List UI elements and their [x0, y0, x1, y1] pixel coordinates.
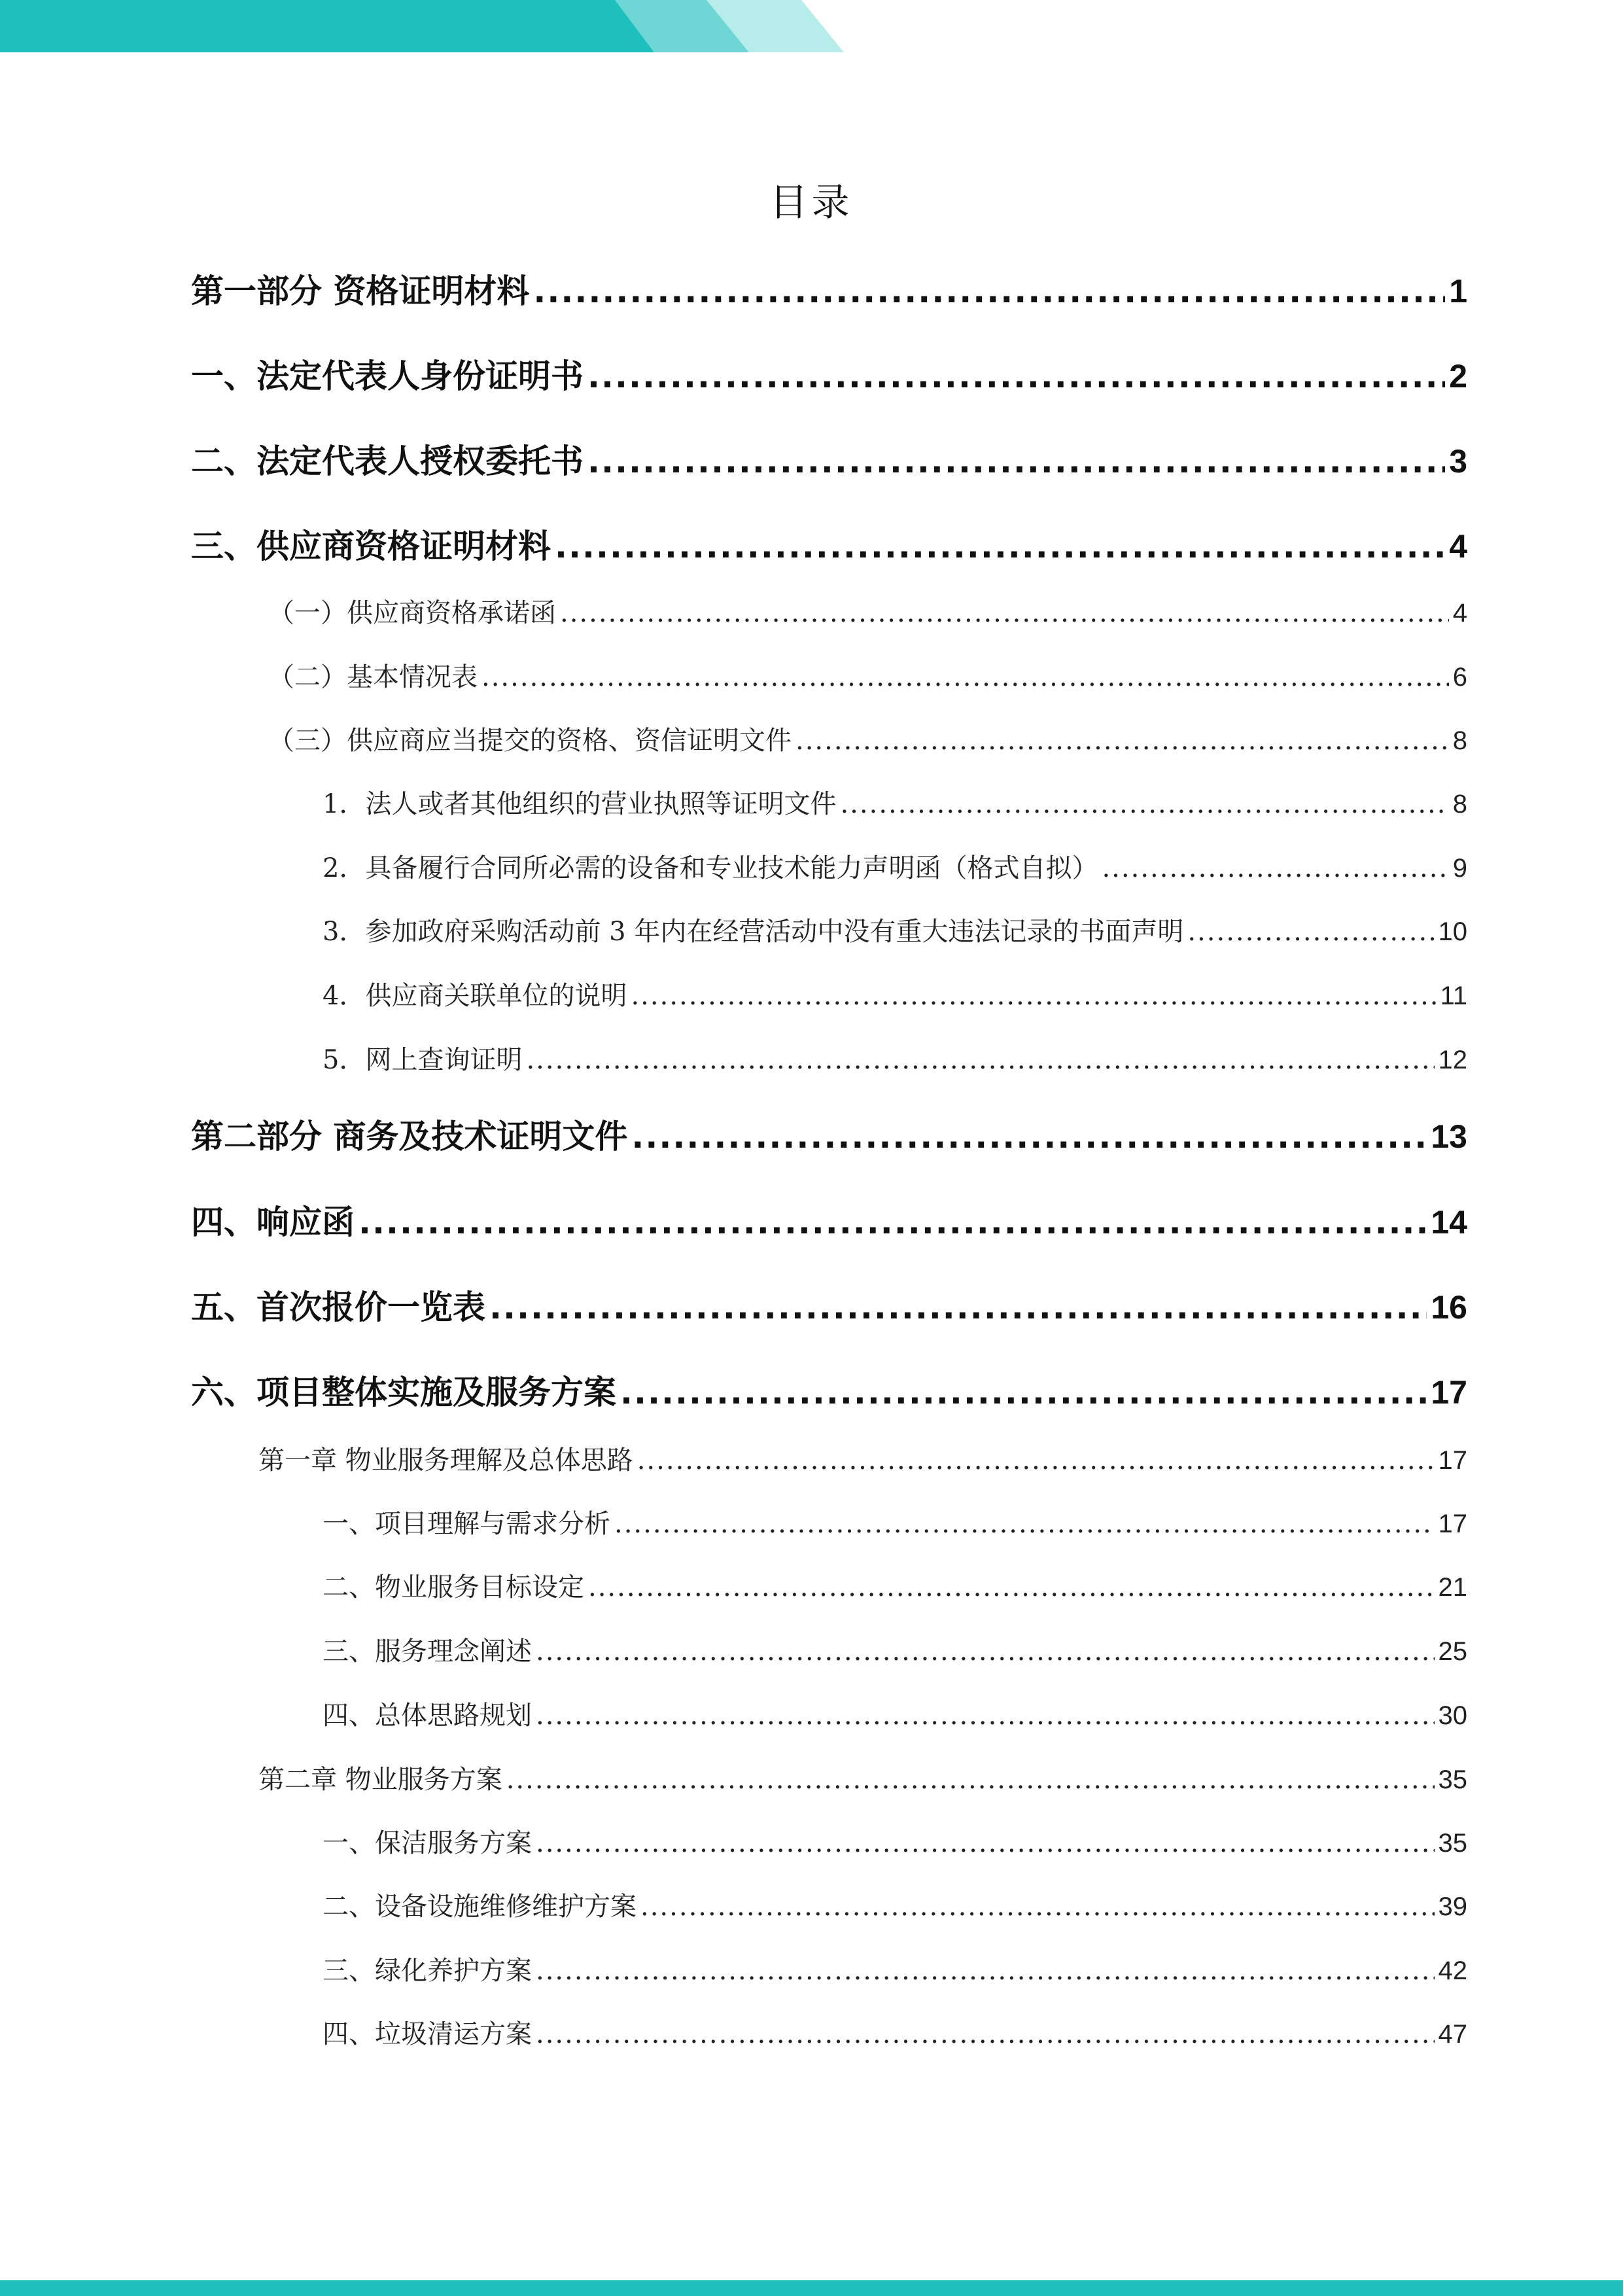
toc-entry[interactable]: [323, 1039, 1467, 1076]
toc-dot-leader: [526, 1045, 1434, 1075]
toc-entry-label: 一、项目理解与需求分析: [323, 1509, 610, 1539]
toc-entry-page-number: 11: [1440, 981, 1467, 1010]
toc-entry[interactable]: [191, 265, 1467, 312]
toc-dot-leader: [587, 357, 1445, 395]
toc-entry[interactable]: [323, 1695, 1467, 1732]
toc-dot-leader: [536, 2019, 1435, 2049]
toc-entry[interactable]: [323, 1631, 1467, 1668]
toc-entry-label: 第一部分 资格证明材料: [191, 272, 530, 310]
toc-entry[interactable]: [258, 1759, 1467, 1796]
toc-entry[interactable]: [191, 1281, 1467, 1328]
toc-entry-label: 3．参加政府采购活动前 3 年内在经营活动中没有重大违法记录的书面声明: [323, 917, 1184, 947]
toc-entry-page-number: 35: [1438, 1829, 1467, 1858]
toc-dot-leader: [560, 598, 1449, 628]
toc-entry-page-number: 8: [1452, 726, 1467, 755]
toc-entry-page-number: 16: [1431, 1289, 1467, 1326]
toc-entry-page-number: 17: [1438, 1510, 1467, 1538]
toc-entry-label: 一、法定代表人身份证明书: [191, 357, 584, 395]
toc-entry-label: 四、响应函: [191, 1203, 355, 1241]
toc-dot-leader: [489, 1288, 1427, 1326]
toc-entry-label: 第二章 物业服务方案: [258, 1765, 502, 1795]
toc-entry[interactable]: [323, 975, 1467, 1012]
toc-entry-page-number: 14: [1431, 1204, 1467, 1241]
toc-entry[interactable]: [323, 2013, 1467, 2051]
toc-entry-page-number: 30: [1438, 1701, 1467, 1730]
toc-entry-label: 六、项目整体实施及服务方案: [191, 1373, 616, 1411]
toc-entry[interactable]: [191, 1110, 1467, 1157]
toc-dot-leader: [1187, 917, 1434, 947]
toc-entry[interactable]: [323, 1886, 1467, 1923]
toc-entry-label: 三、绿化养护方案: [323, 1956, 532, 1986]
toc-entry-label: 三、供应商资格证明材料: [191, 527, 551, 565]
toc-entry[interactable]: [268, 656, 1467, 694]
toc-entry-label: 第一章 物业服务理解及总体思路: [258, 1445, 633, 1475]
toc-entry-page-number: 25: [1438, 1637, 1467, 1666]
toc-dot-leader: [533, 272, 1445, 310]
toc-entry[interactable]: [268, 720, 1467, 757]
toc-entry-page-number: 47: [1438, 2020, 1467, 2049]
toc-entry[interactable]: [191, 520, 1467, 567]
toc-entry-page-number: 6: [1452, 663, 1467, 692]
toc-dot-leader: [640, 1892, 1435, 1922]
toc-dot-leader: [1102, 853, 1448, 883]
toc-entry-label: 五、首次报价一览表: [191, 1288, 485, 1326]
toc-dot-leader: [536, 1701, 1435, 1731]
toc-dot-leader: [536, 1956, 1435, 1986]
toc-entry[interactable]: [323, 911, 1467, 948]
toc-entry-label: 二、法定代表人授权委托书: [191, 442, 584, 480]
toc-entry-label: 三、服务理念阐述: [323, 1636, 532, 1667]
toc-entry-page-number: 35: [1438, 1765, 1467, 1794]
toc-entry[interactable]: [323, 1950, 1467, 1987]
toc-entry-label: 4．供应商关联单位的说明: [323, 981, 627, 1011]
toc-entry[interactable]: [191, 1366, 1467, 1413]
toc-entry-label: 1．法人或者其他组织的营业执照等证明文件: [323, 789, 837, 819]
toc-dot-leader: [536, 1636, 1435, 1667]
toc-entry[interactable]: [323, 1822, 1467, 1860]
toc-dot-leader: [555, 527, 1445, 565]
toc-dot-leader: [795, 726, 1449, 756]
toc-entry-page-number: 8: [1452, 790, 1467, 819]
toc-dot-leader: [481, 662, 1449, 692]
toc-dot-leader: [506, 1765, 1435, 1795]
toc-entry-label: （三）供应商应当提交的资格、资信证明文件: [268, 726, 792, 756]
toc-entry-page-number: 4: [1452, 599, 1467, 627]
toc-entry-page-number: 17: [1438, 1446, 1467, 1475]
toc-entry[interactable]: [323, 1503, 1467, 1540]
toc-entry-page-number: 17: [1431, 1374, 1467, 1411]
toc-entry[interactable]: [191, 435, 1467, 482]
toc-dot-leader: [358, 1203, 1427, 1241]
toc-dot-leader: [840, 789, 1448, 819]
toc-dot-leader: [588, 1572, 1435, 1602]
toc-dot-leader: [631, 1118, 1427, 1156]
toc-entry-label: 2．具备履行合同所必需的设备和专业技术能力声明函（格式自拟）: [323, 853, 1098, 883]
toc-entry-page-number: 3: [1449, 443, 1467, 480]
toc-entry-page-number: 21: [1438, 1573, 1467, 1602]
toc-entry-label: 二、设备设施维修维护方案: [323, 1892, 637, 1922]
toc-dot-leader: [587, 442, 1445, 480]
toc-entry-page-number: 1: [1449, 273, 1467, 309]
toc-entry-label: （一）供应商资格承诺函: [268, 598, 556, 628]
toc-dot-leader: [620, 1373, 1427, 1411]
toc-entry[interactable]: [323, 783, 1467, 821]
toc-entry-page-number: 12: [1438, 1046, 1467, 1074]
toc-entry-label: 二、物业服务目标设定: [323, 1572, 584, 1602]
toc-entry-page-number: 42: [1438, 1956, 1467, 1985]
toc-dot-leader: [614, 1509, 1435, 1539]
toc-entry-label: 第二部分 商务及技术证明文件: [191, 1118, 628, 1156]
toc-entry-label: 一、保洁服务方案: [323, 1828, 532, 1858]
toc-dot-leader: [631, 981, 1436, 1011]
toc-entry-page-number: 13: [1431, 1118, 1467, 1155]
toc-entry-page-number: 4: [1449, 528, 1467, 565]
page-title: 目录: [769, 180, 854, 224]
toc-dot-leader: [637, 1445, 1435, 1475]
toc-entry[interactable]: [258, 1439, 1467, 1477]
toc-entry-page-number: 2: [1449, 358, 1467, 395]
toc-entry[interactable]: [191, 1196, 1467, 1243]
toc-entry-page-number: 39: [1438, 1892, 1467, 1921]
toc-entry-label: （二）基本情况表: [268, 662, 478, 692]
footer-decoration-band: [0, 2280, 1623, 2296]
toc-entry[interactable]: [268, 592, 1467, 629]
toc-entry-page-number: 9: [1452, 854, 1467, 883]
toc-entry-page-number: 10: [1438, 917, 1467, 946]
toc-entry-label: 四、总体思路规划: [323, 1701, 532, 1731]
toc-entry[interactable]: [323, 847, 1467, 885]
toc-entry-label: 5．网上查询证明: [323, 1045, 523, 1075]
toc-dot-leader: [536, 1828, 1435, 1858]
toc-entry[interactable]: [191, 350, 1467, 397]
toc-entry[interactable]: [323, 1566, 1467, 1604]
toc-entry-label: 四、垃圾清运方案: [323, 2019, 532, 2049]
